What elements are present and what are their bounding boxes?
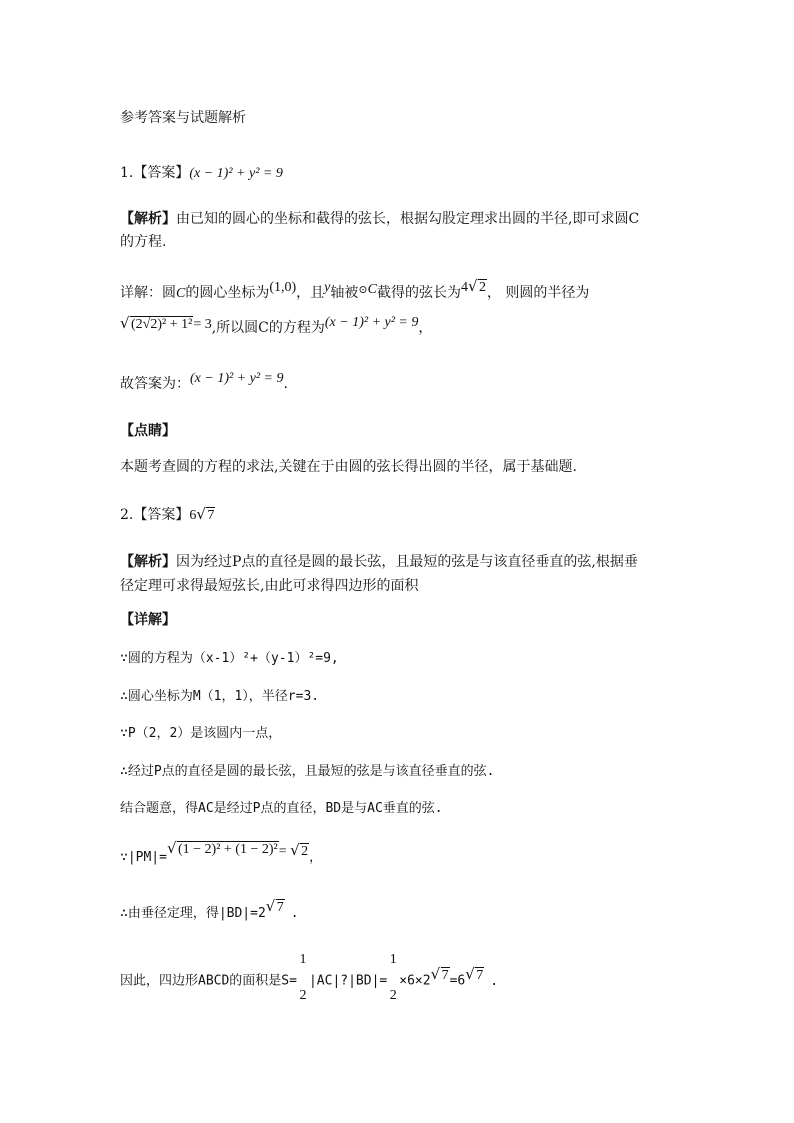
q2-analysis-line-1 xyxy=(120,552,638,572)
q2-pm-comma: ， xyxy=(309,850,323,865)
q1-chord-sqrt xyxy=(468,278,487,298)
q2-analysis-text-1: 因为经过P点的直径是圆的最长弦，且最短的弦是与该直径垂直的弦,根据垂 xyxy=(176,554,638,570)
q2-number: 2. xyxy=(120,507,134,523)
q2-step-8 xyxy=(120,950,498,1013)
q1-detail-text-f: ， 则圆的半径为 xyxy=(486,285,590,301)
q2-frac2-den: 2 xyxy=(389,988,397,1003)
q1-detail-text-g: ,所以圆C的方程为 xyxy=(211,320,325,336)
q2-area-product: |AC|?|BD|= xyxy=(308,973,388,989)
q1-equation-formula: (x − 1)² + y² = 9 xyxy=(324,315,419,330)
q1-analysis-line-2: 的方程. xyxy=(120,234,167,250)
q1-chord-coef: 4 xyxy=(460,280,468,295)
q2-analysis-line-2: 径定理可求得最短弦长,由此可求得四边形的面积 xyxy=(120,578,419,594)
q2-step-4: ∴经过P点的直径是圆的最长弦，且最短的弦是与该直径垂直的弦. xyxy=(120,764,495,779)
q1-number: 1. xyxy=(120,165,134,181)
q2-area-equals: =6 xyxy=(449,973,466,989)
q2-area-period: . xyxy=(490,973,499,989)
q1-comment-text: 本题考查圆的方程的求法,关键在于由圆的弦长得出圆的半径，属于基础题. xyxy=(120,459,577,475)
q1-circle-c: C xyxy=(176,286,186,301)
q2-bd-sqrt xyxy=(266,898,285,918)
q1-conclusion-text: 故答案为： xyxy=(120,376,190,392)
q1-analysis-text-1: 由已知的圆心的坐标和截得的弦长，根据勾股定理求出圆的半径,即可求圆C xyxy=(176,211,640,227)
q2-detail-tag: 【详解】 xyxy=(120,612,176,628)
q2-answer-tag: 【答案】 xyxy=(133,507,190,523)
q2-answer-radicand: 7 xyxy=(207,508,215,523)
q2-area-radicand-2: 7 xyxy=(476,967,484,983)
q1-answer-formula: (x − 1)² + y² = 9 xyxy=(189,166,283,181)
q1-detail-text-a: 详解：圆 xyxy=(120,285,176,301)
q1-analysis-tag: 【解析】 xyxy=(120,211,176,227)
q1-detail-line-1 xyxy=(120,280,590,304)
q1-conclusion-line xyxy=(120,371,288,395)
q1-detail-text-d: 轴被 xyxy=(330,285,359,301)
page-title: 参考答案与试题解析 xyxy=(120,110,246,126)
q2-answer-line xyxy=(120,505,215,526)
q1-comment-tag: 【点睛】 xyxy=(120,423,176,439)
q1-analysis-line-1 xyxy=(120,209,639,229)
q2-area-radicand-1: 7 xyxy=(441,967,449,983)
q2-area-sqrt-2 xyxy=(465,945,484,1007)
q1-circle-c-2: C xyxy=(367,282,377,297)
q1-radius-value: = 3 xyxy=(193,317,212,332)
q2-frac1-num: 1 xyxy=(299,952,307,967)
q1-conclusion-period: . xyxy=(283,376,288,392)
q1-chord-length xyxy=(461,280,487,295)
q2-area-text: 因此，四边形ABCD的面积是S= xyxy=(120,973,297,989)
q2-bd-period: . xyxy=(290,906,299,921)
q1-detail-line-2 xyxy=(120,315,433,339)
q1-detail-text-e: 截得的弦长为 xyxy=(376,285,461,301)
q2-pm-radicand: (1 − 2)² + (1 − 2)² xyxy=(177,842,278,857)
q1-detail-text-b: 的圆心坐标为 xyxy=(185,285,270,301)
q1-center-coord: (1,0) xyxy=(269,280,297,295)
q2-step-6 xyxy=(120,842,323,868)
q2-pm-sqrt xyxy=(167,840,279,860)
q2-half-fraction-2 xyxy=(387,950,399,1012)
q2-answer-sqrt xyxy=(196,506,215,526)
q1-detail-text-h: ， xyxy=(418,320,433,336)
q2-area-multiply: ×6×2 xyxy=(399,973,431,989)
q2-bd-radicand: 7 xyxy=(276,900,284,915)
q1-radius-radicand: (2√2)² + 1² xyxy=(131,317,193,332)
q2-step-1: ∵圆的方程为（x-1）²+（y-1）²=9, xyxy=(120,651,339,666)
q2-analysis-tag: 【解析】 xyxy=(120,554,176,570)
q2-step-3: ∵P（2，2）是该圆内一点， xyxy=(120,726,282,741)
q2-step-7 xyxy=(120,900,299,924)
q2-half-fraction-1 xyxy=(297,950,309,1012)
q2-area-sqrt-1 xyxy=(431,945,450,1007)
q2-pm-label: ∵|PM|= xyxy=(120,850,167,865)
q2-pm-result-sqrt xyxy=(290,842,309,862)
q1-odot-symbol: ⊙ xyxy=(358,283,368,296)
q2-step-2: ∴圆心坐标为M（1，1），半径r=3. xyxy=(120,689,320,704)
q2-pm-result-radicand: 2 xyxy=(301,844,309,859)
q2-bd-text: ∴由垂径定理，得|BD|=2 xyxy=(120,906,266,921)
q2-pm-equals: = xyxy=(278,844,291,859)
q1-detail-text-c: ，且 xyxy=(296,285,325,301)
q2-answer-coef: 6 xyxy=(189,508,197,523)
q2-frac2-num: 1 xyxy=(389,952,397,967)
q1-y-axis: y xyxy=(324,280,331,295)
q1-chord-radicand: 2 xyxy=(478,280,486,295)
q1-answer-tag: 【答案】 xyxy=(133,165,190,181)
q1-answer-line xyxy=(120,163,283,184)
q2-step-5: 结合题意，得AC是经过P点的直径，BD是与AC垂直的弦. xyxy=(120,801,443,816)
q1-conclusion-formula: (x − 1)² + y² = 9 xyxy=(190,371,284,386)
q1-radius-sqrt xyxy=(120,315,193,335)
q2-frac1-den: 2 xyxy=(299,988,307,1003)
